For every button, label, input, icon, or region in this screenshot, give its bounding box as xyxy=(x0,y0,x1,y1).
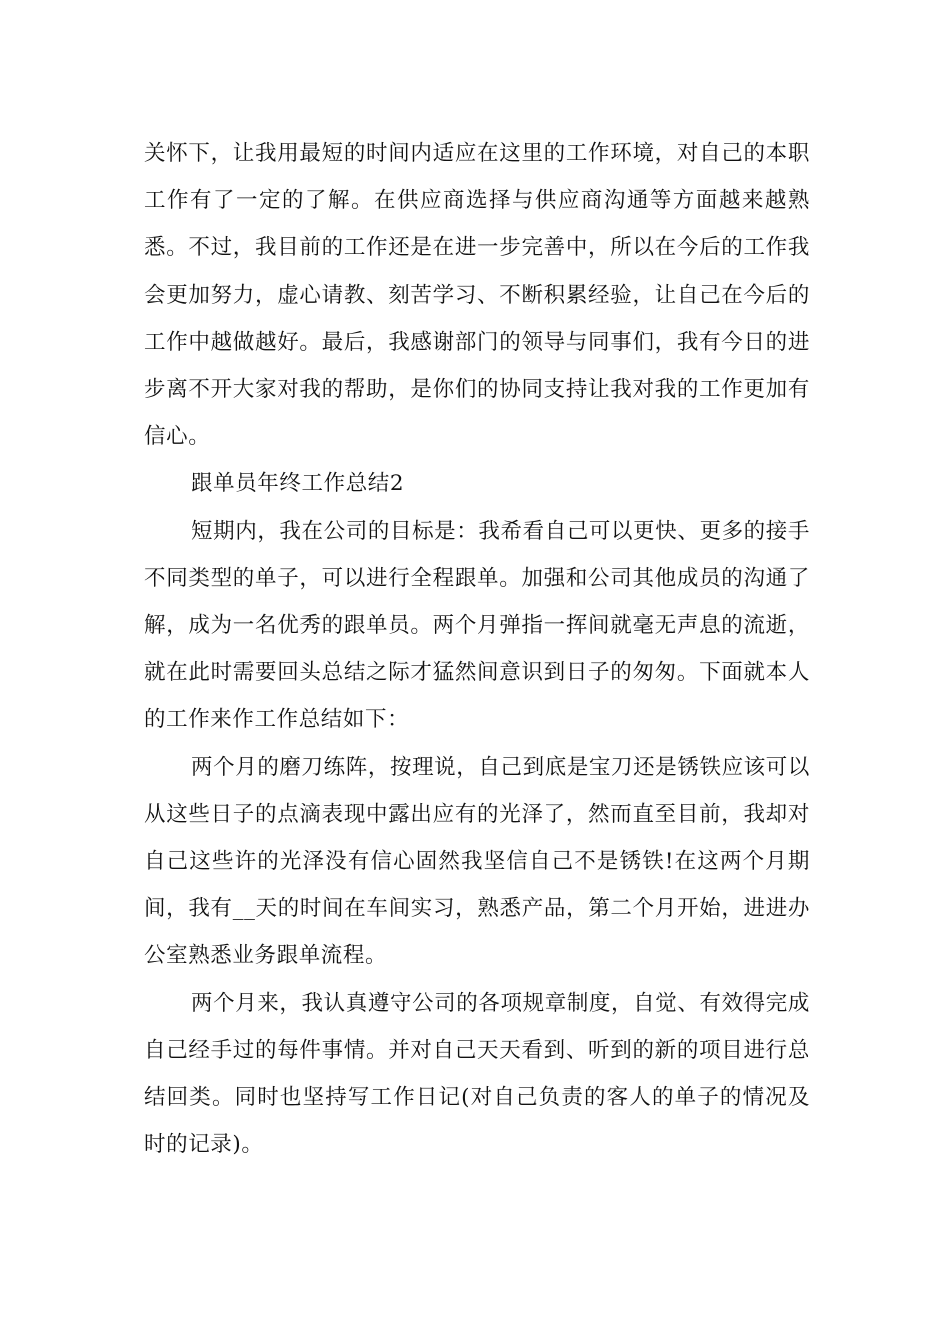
paragraph-discipline: 两个月来，我认真遵守公司的各项规章制度，自觉、有效得完成自己经手过的每件事情。并对自己天天看到、听到的新的项目进行总结回类。同时也坚持写工作日记(对自己负责的客人的单子的情况及时的记录)。 xyxy=(144,990,810,1158)
paragraph-training: 两个月的磨刀练阵，按理说，自己到底是宝刀还是锈铁应该可以从这些日子的点滴表现中露出应有的光泽了，然而直至目前，我却对自己这些许的光泽没有信心固然我坚信自己不是锈铁!在这两个月期间，我有__天的时间在车间实习，熟悉产品，第二个月开始，进进办公室熟悉业务跟单流程。 xyxy=(144,754,810,969)
paragraph-continuation: 关怀下，让我用最短的时间内适应在这里的工作环境，对自己的本职工作有了一定的了解。在供应商选择与供应商沟通等方面越来越熟悉。不过，我目前的工作还是在进一步完善中，所以在今后的工作我会更加努力，虚心请教、刻苦学习、不断积累经验，让自己在今后的工作中越做越好。最后，我感谢部门的领导与同事们，我有今日的进步离不开大家对我的帮助，是你们的协同支持让我对我的工作更加有信心。 xyxy=(144,141,810,450)
paragraph-goals: 短期内，我在公司的目标是：我希看自己可以更快、更多的接手不同类型的单子，可以进行全程跟单。加强和公司其他成员的沟通了解，成为一名优秀的跟单员。两个月弹指一挥间就毫无声息的流逝，就在此时需要回头总结之际才猛然间意识到日子的匆匆。下面就本人的工作来作工作总结如下： xyxy=(144,518,810,733)
document-body xyxy=(144,130,810,1168)
section-heading: 跟单员年终工作总结2 xyxy=(191,471,405,497)
